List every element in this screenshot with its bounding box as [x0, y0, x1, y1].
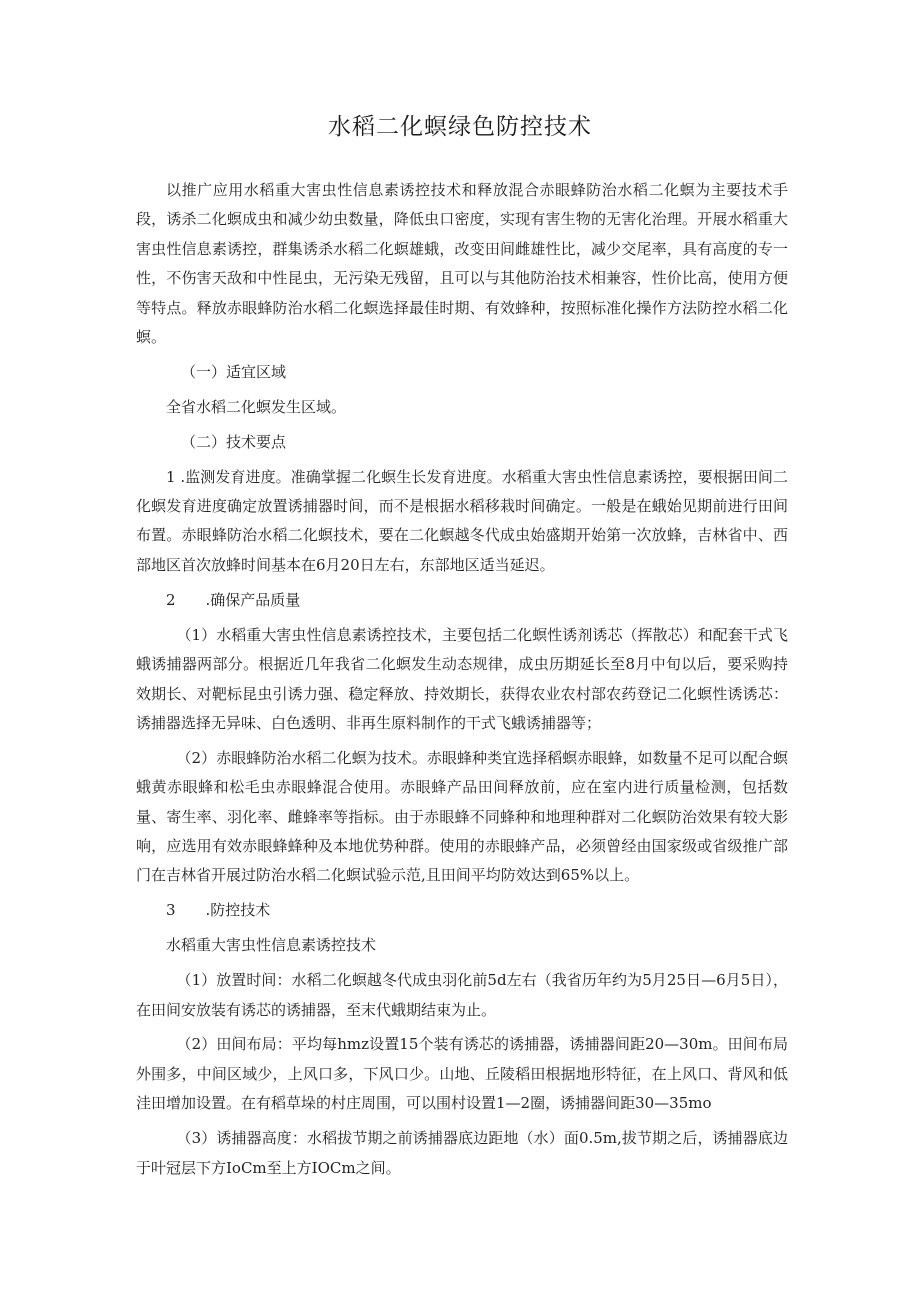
pheromone-quality-item: （1）水稻重大害虫性信息素诱控技术，主要包括二化螟性诱剂诱芯（挥散芯）和配套干式飞蛾诱捕器两部分。根据近几年我省二化螟发生动态规律，成虫历期延长至8月中旬以后，要采购持效期长、对靶标昆虫引诱力强、稳定释放、持效期长，获得农业农村部农药登记二化螟性诱诱芯：诱捕器选择无异味、白色透明、非再生原料制作的干式飞蛾诱捕器等；	[136, 625, 788, 732]
pheromone-technique-label: 水稻重大害虫性信息素诱控技术	[166, 936, 377, 955]
placement-time-item: （1）放置时间：水稻二化螟越冬代成虫羽化前5d左右（我省历年约为5月25日—6月5日），在田间安放装有诱芯的诱捕器，至末代蛾期结束为止。	[136, 971, 788, 1019]
field-layout-item: （2）田间布局：平均每hmz设置15个装有诱芯的诱捕器，诱捕器间距20—30m。田间布局外围多，中间区域少，上风口多，下风口少。山地、丘陵稻田根据地形特征，在上风口、背风和低洼田增加设置。在有稻草垛的村庄周围，可以围村设置1—2圈，诱捕器间距30—35mo	[136, 1035, 788, 1113]
suitable-area-paragraph: 全省水稻二化螟发生区域。	[166, 397, 347, 416]
document-body	[136, 176, 788, 1189]
trap-height-item: （3）诱捕器高度：水稻拔节期之前诱捕器底边距地（水）面0.5m,拔节期之后，诱捕器底边于叶冠层下方IoCm至上方IOCm之间。	[136, 1129, 788, 1177]
section-heading-suitable-area: （一）适宜区域	[181, 362, 287, 381]
control-technique-subheading: 3 .防控技术	[166, 901, 271, 920]
monitoring-paragraph: 1 .监测发育进度。准确掌握二化螟生长发育进度。水稻重大害虫性信息素诱控，要根据田间二化螟发育进度确定放置诱捕器时间，而不是根据水稻移栽时间确定。一般是在蛾始见期前进行田间布置。赤眼蜂防治水稻二化螟技术，要在二化螟越冬代成虫始盛期开始第一次放蜂，吉林省中、西部地区首次放蜂时间基本在6月20日左右，东部地区适当延迟。	[136, 467, 788, 574]
trichogramma-quality-item: （2）赤眼蜂防治水稻二化螟为技术。赤眼蜂种类宜选择稻螟赤眼蜂，如数量不足可以配合螟蛾黄赤眼蜂和松毛虫赤眼蜂混合使用。赤眼蜂产品田间释放前，应在室内进行质量检测，包括数量、寄生率、羽化率、雌蜂率等指标。由于赤眼蜂不同蜂种和地理种群对二化螟防治效果有较大影响，应选用有效赤眼蜂蜂种及本地优势种群。使用的赤眼蜂产品，必须曾经由国家级或省级推广部门在吉林省开展过防治水稻二化螟试验示范,且田间平均防效达到65%以上。	[136, 748, 788, 885]
document-title: 水稻二化螟绿色防控技术	[328, 114, 592, 140]
section-heading-technical-points: （二）技术要点	[181, 432, 287, 451]
intro-paragraph: 以推广应用水稻重大害虫性信息素诱控技术和释放混合赤眼蜂防治水稻二化螟为主要技术手段，诱杀二化螟成虫和减少幼虫数量，降低虫口密度，实现有害生物的无害化治理。开展水稻重大害虫性信息素诱控，群集诱杀水稻二化螟雄蛾，改变田间雌雄性比，减少交尾率，具有高度的专一性，不伤害天敌和中性昆虫，无污染无残留，且可以与其他防治技术相兼容，性价比高，使用方便等特点。释放赤眼蜂防治水稻二化螟选择最佳时期、有效蜂种，按照标准化操作方法防控水稻二化螟。	[136, 181, 788, 347]
quality-subheading: 2 .确保产品质量	[166, 590, 301, 609]
